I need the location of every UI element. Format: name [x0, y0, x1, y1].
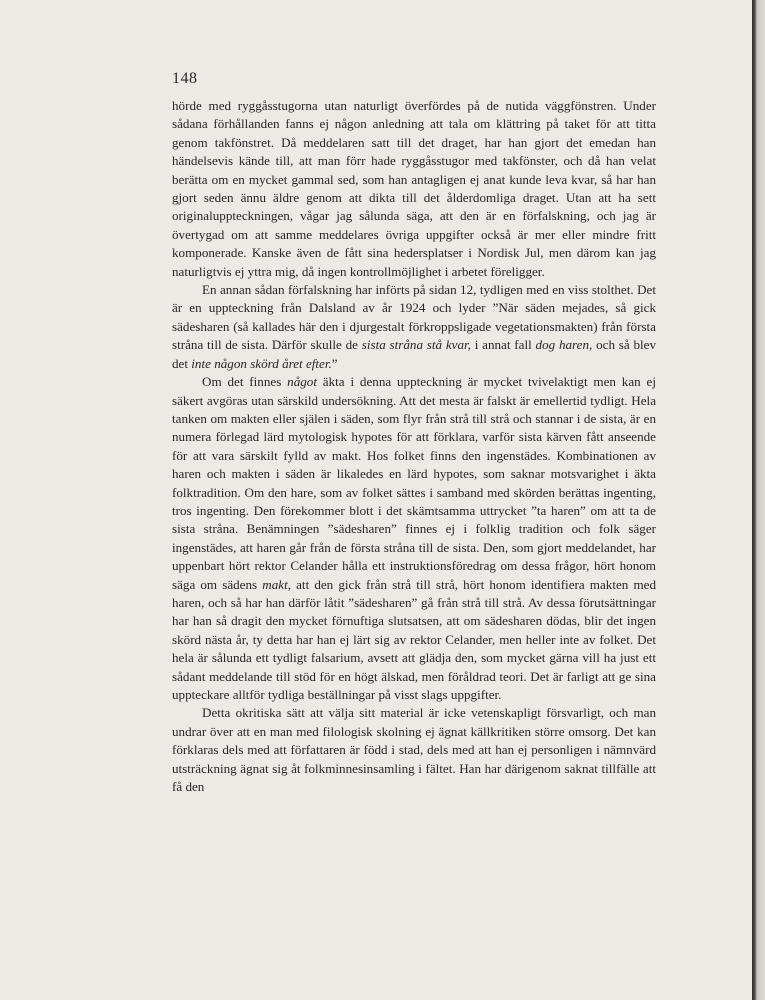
text-segment: ”: [331, 355, 338, 371]
text-segment: att den gick från strå till strå, hört honom identifiera makten med haren, och så har han därför låtit ”sädesharen” gå från strå till strå. Av dessa förutsättningar har han så dragit den mycket förnuftiga slutsatsen, att om sädesharen dödas, blir det ingen skörd nästa år, ty detta har han ej lärt sig av rektor Celander, men heller inte av folket. Det hela är sålunda ett tydligt falsarium, avsett att glädja den, som mycket gärna vill ha just ett sådant meddelande till stöd för en högt älskad, men föråldrad teori. Det är farligt att ge sina uppteckare alltför tydliga beställningar på visst slags uppgifter.: [172, 576, 656, 702]
paragraph-1: [172, 97, 656, 281]
body-text: [172, 97, 656, 796]
italic-text-segment: makt,: [262, 576, 291, 592]
text-segment: En annan sådan förfalskning har införts på sidan 12, tydligen med en viss stolthet. Det är en uppteckning från Dalsland av år 1924 och lyder ”När säden mejades, så gick sädesharen (så kallades här den i djurgestalt förkroppsligade vegetationsmakten) från första stråna till de sista. Därför skulle de: [172, 282, 656, 353]
paragraph-3: [172, 373, 656, 704]
italic-text-segment: dog haren,: [535, 337, 593, 353]
text-segment: och så blev det: [172, 337, 657, 371]
text-segment: hörde med ryggåsstugorna utan naturligt överfördes på de nutida väggfönstren. Under sådana förhållanden fanns ej någon anledning att tala om klättring på taket för att titta genom takfönstret. Då meddelaren satt till det draget, har han gjort det emedan han händelsevis kände till, att man förr hade ryggåsstugor med takfönster, och då han velat berätta om en mycket gammal sed, som han antagligen ej anat kunde leva kvar, så har han gjort seden ännu äldre genom att dikta till det ålderdomliga draget. Utan att ha sett originaluppteckningen, vågar jag sålunda säga, att den är en förfalskning, och jag är övertygad om att samme meddelares övriga uppgifter också är mer eller mindre fritt komponerade. Kanske även de fått sina hedersplatser i Nordisk Jul, men därom kan jag naturligtvis ej yttra mig, då ingen kontrollmöjlighet i arbetet föreligger.: [172, 98, 656, 279]
italic-text-segment: sista stråna stå kvar,: [361, 337, 471, 353]
paragraph-4: [172, 704, 656, 796]
text-segment: äkta i denna uppteckning är mycket tvivelaktigt men kan ej säkert avgöras utan särskild undersökning. Att det mesta är falskt är emellertid tydligt. Hela tanken om makten eller själen i säden, som flyr från strå till strå och stannar i de sista, är en numera förlegad lärd mytologisk hypotes för att förklara, varför sista kärven fått anseende för att vara särskilt fylld av makt. Hos folket finns den ingenstädes. Kombinationen av haren och makten i säden är likaledes en lärd hypotes, som saknar motsvarighet i äkta folktradition. Om den hare, som av folket sättes i samband med skörden berättas ingenting, tros ingenting. Den förekommer blott i det skämtsamma uttrycket ”ta haren” om att ta de sista stråna. Benämningen ”sädesharen” finnes ej i folklig tradition och folk säger ingenstädes, att haren går från de första stråna till de sista. Den, som gjort meddelandet, har uppenbart hört rektor Celander hålla ett instruktionsföredrag om dessa frågor, hört honom säga om sädens: [172, 374, 656, 592]
italic-text-segment: något: [287, 374, 317, 390]
text-segment: i annat fall: [470, 337, 536, 353]
page-edge: [752, 0, 765, 1000]
text-segment: Om det finnes: [202, 374, 288, 390]
paragraph-2: [172, 281, 656, 373]
page-number: 148: [172, 70, 198, 87]
italic-text-segment: inte någon skörd året efter.: [191, 355, 332, 371]
text-segment: Detta okritiska sätt att välja sitt material är icke vetenskapligt försvarligt, och man undrar över att en man med filologisk skolning ej ägnat källkritiken större omsorg. Det kan förklaras dels med att författaren är född i stad, dels med att han ej personligen i nämnvärd utsträckning ägnat sig åt folkminnesinsamling i fältet. Han har därigenom saknat tillfälle att få den: [172, 705, 656, 795]
